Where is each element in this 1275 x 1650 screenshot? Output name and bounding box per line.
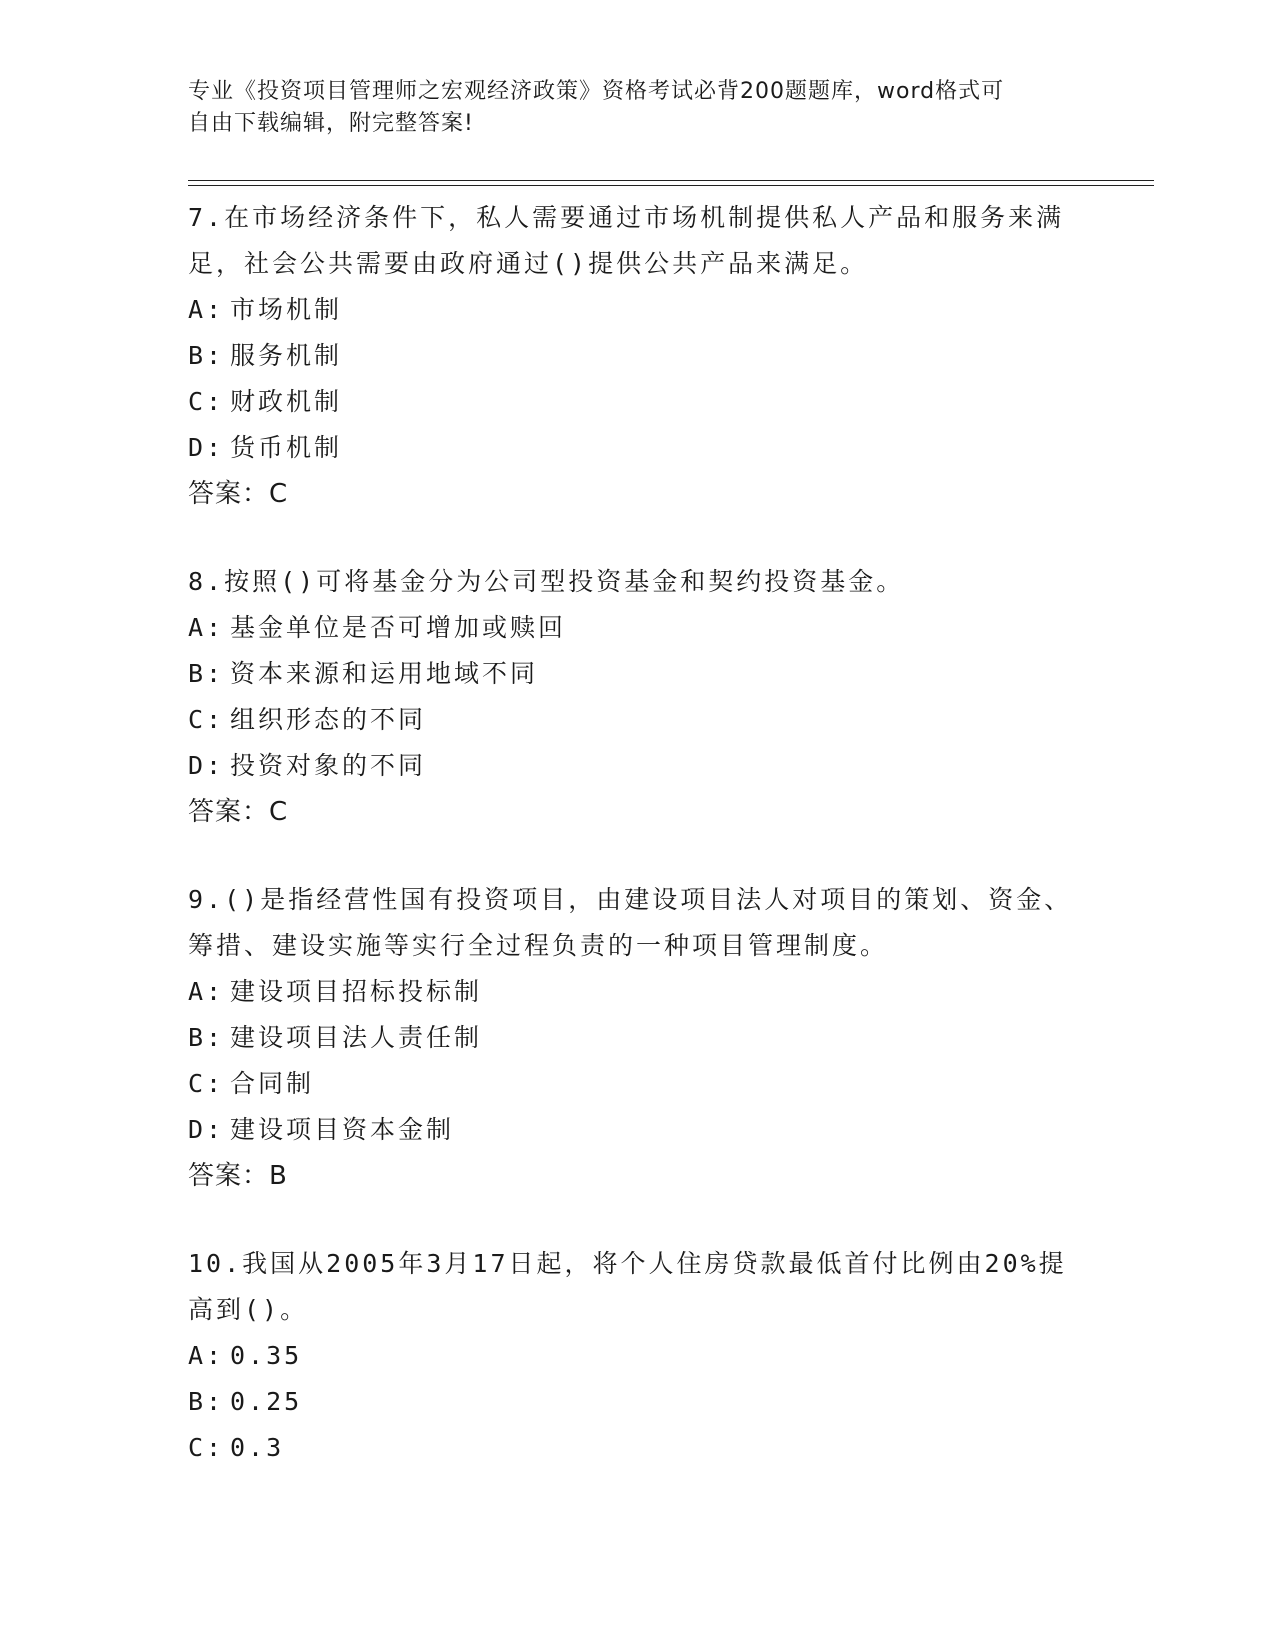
option-text: 服务机制 [230, 341, 343, 370]
question-8 [188, 559, 1088, 835]
option-text: 资本来源和运用地域不同 [230, 659, 539, 688]
question-7 [188, 195, 1088, 517]
option-b [188, 333, 1088, 379]
header-divider-bottom [188, 185, 1154, 186]
answer-line [188, 471, 1088, 517]
option-letter: B: [188, 1387, 225, 1416]
option-letter: C: [188, 1433, 225, 1462]
option-text: 0.25 [230, 1387, 303, 1416]
answer-label: 答案： [188, 797, 270, 827]
question-9 [188, 877, 1088, 1199]
option-c [188, 1425, 1088, 1471]
answer-value: C [269, 479, 289, 509]
question-10 [188, 1241, 1088, 1471]
question-stem: 7.在市场经济条件下，私人需要通过市场机制提供私人产品和服务来满足，社会公共需要由政府通过()提供公共产品来满足。 [188, 203, 1065, 278]
header-divider-top [188, 180, 1154, 181]
option-text: 基金单位是否可增加或赎回 [230, 613, 567, 642]
answer-value: C [269, 797, 289, 827]
header-line-2: 自由下载编辑，附完整答案! [188, 111, 474, 136]
question-stem: 9.()是指经营性国有投资项目，由建设项目法人对项目的策划、资金、筹措、建设实施等实行全过程负责的一种项目管理制度。 [188, 885, 1073, 960]
option-letter: A: [188, 295, 225, 324]
option-text: 投资对象的不同 [230, 751, 427, 780]
header-line-1: 专业《投资项目管理师之宏观经济政策》资格考试必背200题题库，word格式可 [188, 79, 1005, 104]
option-c [188, 697, 1088, 743]
option-c [188, 379, 1088, 425]
option-letter: C: [188, 1069, 225, 1098]
option-text: 组织形态的不同 [230, 705, 427, 734]
option-text: 建设项目资本金制 [230, 1115, 455, 1144]
question-stem: 10.我国从2005年3月17日起，将个人住房贷款最低首付比例由20%提高到()。 [188, 1249, 1067, 1324]
option-d [188, 743, 1088, 789]
answer-label: 答案： [188, 1161, 270, 1191]
answer-line [188, 789, 1088, 835]
option-d [188, 1107, 1088, 1153]
option-letter: A: [188, 977, 225, 1006]
option-letter: B: [188, 1023, 225, 1052]
option-text: 市场机制 [230, 295, 343, 324]
question-list [188, 195, 1088, 1513]
option-letter: B: [188, 659, 225, 688]
answer-label: 答案： [188, 479, 270, 509]
option-text: 货币机制 [230, 433, 343, 462]
option-a [188, 1333, 1088, 1379]
option-letter: A: [188, 613, 225, 642]
option-letter: C: [188, 387, 225, 416]
option-c [188, 1061, 1088, 1107]
option-d [188, 425, 1088, 471]
option-text: 合同制 [230, 1069, 315, 1098]
option-letter: D: [188, 433, 225, 462]
option-a [188, 605, 1088, 651]
option-text: 建设项目法人责任制 [230, 1023, 483, 1052]
question-stem: 8.按照()可将基金分为公司型投资基金和契约投资基金。 [188, 567, 905, 596]
option-b [188, 1379, 1088, 1425]
answer-value: B [269, 1161, 288, 1191]
option-text: 财政机制 [230, 387, 343, 416]
document-header [188, 76, 1088, 140]
option-b [188, 1015, 1088, 1061]
option-letter: D: [188, 751, 225, 780]
option-letter: D: [188, 1115, 225, 1144]
option-text: 0.35 [230, 1341, 303, 1370]
option-letter: C: [188, 705, 225, 734]
option-letter: B: [188, 341, 225, 370]
option-letter: A: [188, 1341, 225, 1370]
answer-line [188, 1153, 1088, 1199]
option-text: 建设项目招标投标制 [230, 977, 483, 1006]
option-b [188, 651, 1088, 697]
option-text: 0.3 [230, 1433, 285, 1462]
option-a [188, 969, 1088, 1015]
option-a [188, 287, 1088, 333]
